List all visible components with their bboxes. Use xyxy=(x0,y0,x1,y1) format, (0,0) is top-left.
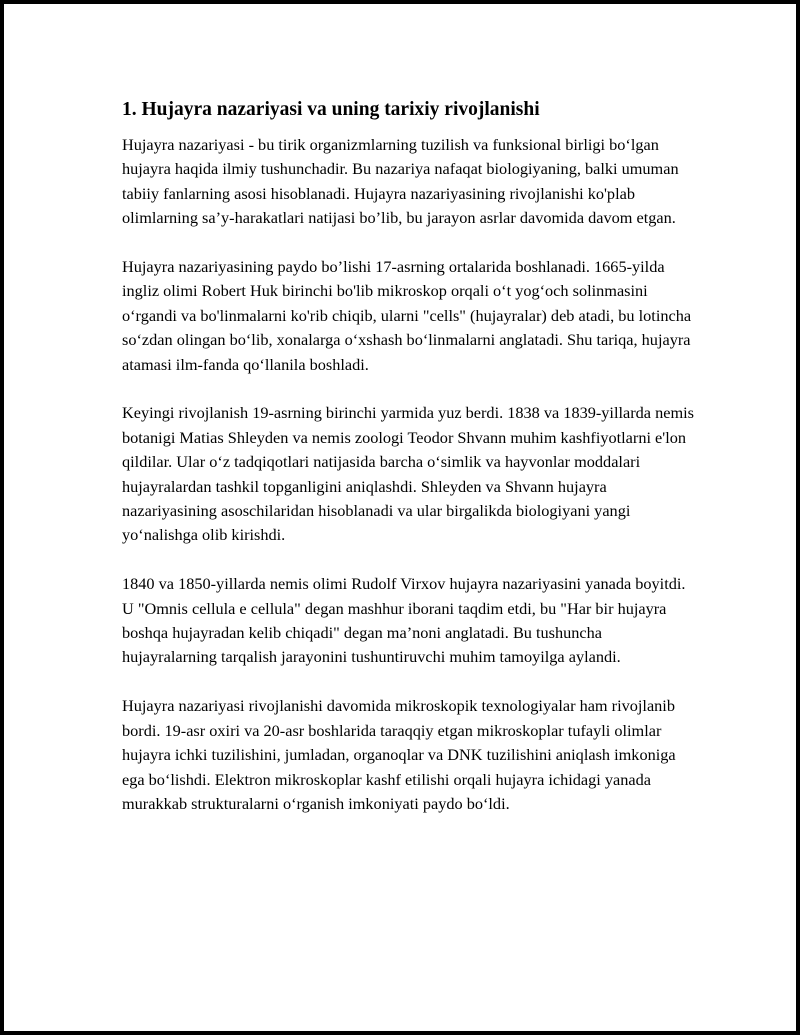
page-title: 1. Hujayra nazariyasi va uning tarixiy rivojlanishi xyxy=(122,99,540,120)
document-body xyxy=(122,98,697,841)
paragraph-microscopy: Hujayra nazariyasi rivojlanishi davomida mikroskopik texnologiyalar ham rivojlanib bordi. 19-asr oxiri va 20-asr boshlarida taraqqiy etgan mikroskoplar tufayli olimlar hujayra ichki tuzilishini, jumladan, organoqlar va DNK tuzilishini aniqlash imkoniga ega bo‘lishdi. Elektron mikroskoplar kashf etilishi orqali hujayra ichidagi yanada murakkab strukturalarni o‘rganish imkoniyati paydo bo‘ldi. xyxy=(122,696,676,813)
paragraph-17th-century: Hujayra nazariyasining paydo bo’lishi 17-asrning ortalarida boshlanadi. 1665-yilda ingliz olimi Robert Huk birinchi bo'lib mikroskop orqali o‘t yog‘och solinmasini o‘rgandi va bo'linmalarni ko'rib chiqib, ularni "cells" (hujayralar) deb atadi, bu lotincha so‘zdan olingan bo‘lib, xonalarga o‘xshash bo‘linmalarni anglatadi. Shu tariqa, hujayra atamasi ilm-fanda qo‘llanila boshladi. xyxy=(122,257,692,374)
paragraph-19th-century: Keyingi rivojlanish 19-asrning birinchi yarmida yuz berdi. 1838 va 1839-yillarda nemis botanigi Matias Shleyden va nemis zoologi Teodor Shvann muhim kashfiyotlarni e'lon qildilar. Ular o‘z tadqiqotlari natijasida barcha o‘simlik va hayvonlar moddalari hujayralardan tashkil topganligini aniqlashdi. Shleyden va Shvann hujayra nazariyasining asoschilaridan hisoblanadi va ular birgalikda biologiyani yangi yo‘nalishga olib kirishdi. xyxy=(122,403,694,545)
paragraph-virchow: 1840 va 1850-yillarda nemis olimi Rudolf Virxov hujayra nazariyasini yanada boyitdi. U "Omnis cellula e cellula" degan mashhur iborani taqdim etdi, bu "Har bir hujayra boshqa hujayradan kelib chiqadi" degan ma’noni anglatadi. Bu tushuncha hujayralarning tarqalish jarayonini tushuntiruvchi muhim tamoyilga aylandi. xyxy=(122,574,686,667)
paragraph-intro: Hujayra nazariyasi - bu tirik organizmlarning tuzilish va funksional birligi bo‘lgan hujayra haqida ilmiy tushunchadir. Bu nazariya nafaqat biologiyaning, balki umuman tabiiy fanlarning asosi hisoblanadi. Hujayra nazariyasining rivojlanishi ko'plab olimlarning sa’y-harakatlari natijasi bo’lib, bu jarayon asrlar davomida davom etgan. xyxy=(122,135,679,228)
